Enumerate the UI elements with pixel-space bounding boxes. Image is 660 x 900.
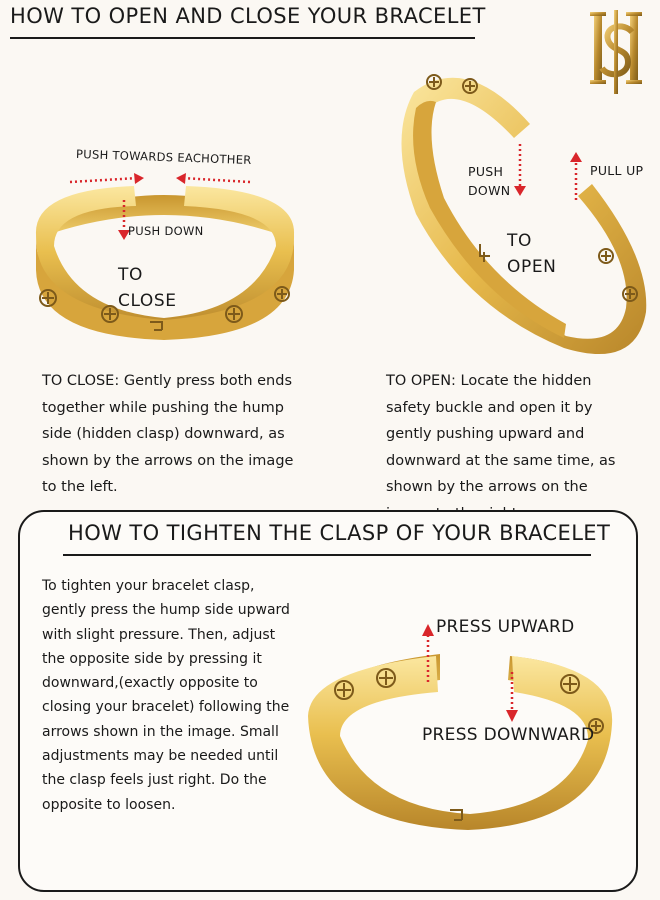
- tighten-title: HOW TO TIGHTEN THE CLASP OF YOUR BRACELET: [68, 521, 611, 545]
- pull-up-label: PULL UP: [590, 163, 644, 178]
- press-upward-label: PRESS UPWARD: [436, 617, 575, 637]
- tighten-instructions: To tighten your bracelet clasp, gently press the hump side upward with slight pressure. Then, adjust the opposite side by pressing it downward,(exactly opposite to closing your bracelet) following the arrows shown in the image. Small adjustments may be needed until the clasp feels just right. Do the opposite to loosen.: [42, 578, 290, 813]
- push-down-open-label: PUSH DOWN: [468, 164, 511, 198]
- push-down-label: PUSH DOWN: [128, 224, 204, 238]
- close-instructions: TO CLOSE: Gently press both ends together while pushing the hump side (hidden clasp) downward, as shown by the arrows on the image to the left.: [42, 373, 294, 495]
- to-open-label: TO OPEN: [507, 231, 557, 278]
- tighten-title-underline: [63, 554, 591, 556]
- to-close-label: TO CLOSE: [118, 265, 177, 312]
- push-towards-label: PUSH TOWARDS EACHOTHER: [75, 146, 252, 168]
- page-title: HOW TO OPEN AND CLOSE YOUR BRACELET: [10, 4, 486, 28]
- title-underline: [10, 37, 475, 39]
- press-downward-label: PRESS DOWNWARD: [422, 725, 595, 745]
- open-arrows: [506, 140, 586, 210]
- open-instructions: TO OPEN: Locate the hidden safety buckle and open it by gently pushing upward and downward at the same time, as shown by the arrows on the: [386, 373, 616, 495]
